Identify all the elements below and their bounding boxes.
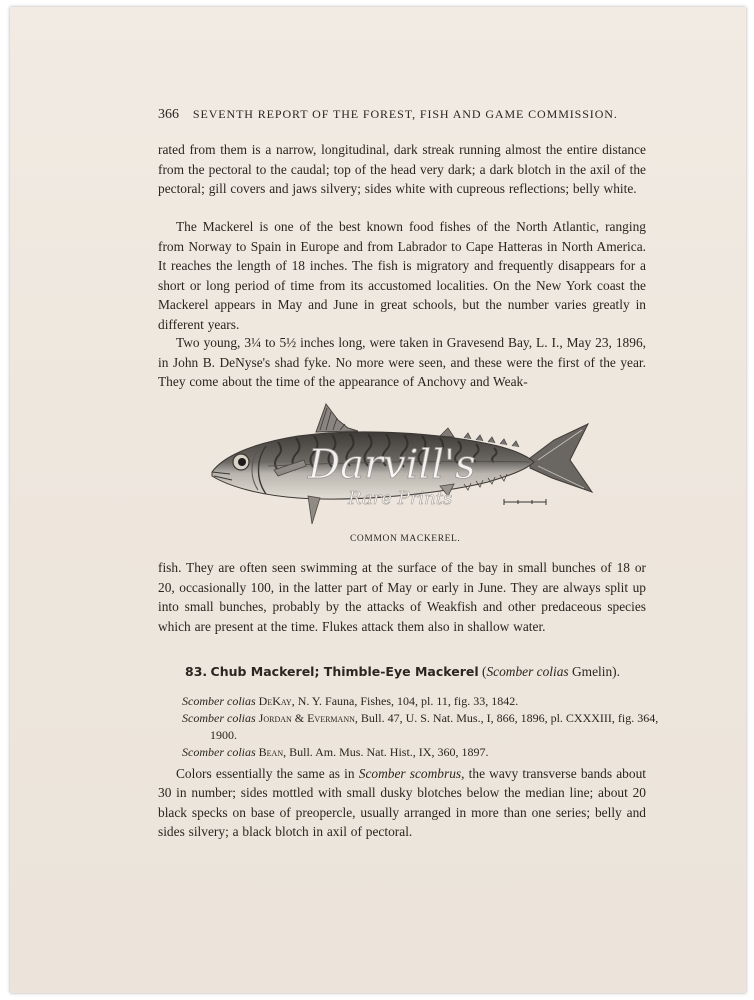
synonym-author: Bean,: [255, 745, 287, 759]
p5-species-name: Scomber scombrus: [358, 766, 462, 781]
species-authority: Gmelin).: [568, 664, 620, 679]
running-header: [158, 107, 618, 123]
synonym-reference: Bull. Am. Mus. Nat. Hist., IX, 360, 1897.: [286, 745, 489, 759]
species-scientific-name: Scomber colias: [486, 664, 569, 679]
synonym-reference: Bull. 47, U. S. Nat. Mus., I, 866, 1896, pl. CXXXIII, fig. 364, 1900.: [210, 711, 659, 742]
figure-caption: COMMON MACKEREL.: [350, 534, 461, 544]
watermark-main: Darvill's: [308, 442, 476, 488]
synonym-name: Scomber colias: [182, 694, 256, 708]
synonym-name: Scomber colias: [182, 745, 256, 759]
heading-open-paren: (: [478, 664, 487, 679]
paragraph-2: The Mackerel is one of the best known food fishes of the North Atlantic, ranging from Norway to Spain in Europe and from Labrador to Cape Hatteras in North America. It reaches the length of 18 inches. The fish is migratory and frequently disappears for a short or long period of time from its accustomed localities. On the New York coast the Mackerel appears in May and June in great schools, but the number varies greatly in different years.: [158, 219, 646, 332]
synonymy-entry: [182, 710, 672, 744]
p5-text-end: , the wavy transverse bands about 30 in number; sides mottled with small dusky blotches below the median line; about 20 black specks on base of preopercle, usually arranged in more than one series; belly and sides silvery; a black blotch in axil of pectoral.: [158, 766, 646, 840]
watermark-sub: Rare Prints: [348, 488, 453, 509]
species-common-names: Chub Mackerel; Thimble-Eye Mackerel: [210, 664, 479, 679]
synonymy-entry: [182, 693, 644, 710]
synonym-name: Scomber colias: [182, 711, 256, 725]
mackerel-illustration: [208, 400, 598, 530]
synonymy-entry: [182, 744, 644, 761]
paragraph-4: fish. They are often seen swimming at the surface of the bay in small bunches of 18 or 20, occasionally 100, in the latter part of May or early in June. They are always split up into small bunches, probably by the attacks of Weakfish and other predaceous species which are present at the time. Flukes attack them also in shallow water.: [158, 560, 646, 634]
paragraph-3: Two young, 3¼ to 5½ inches long, were taken in Gravesend Bay, L. I., May 23, 1896, in John B. DeNyse's shad fyke. No more were seen, and these were the first of the year. They come about the time of the appearance of Anchovy and Weak-: [158, 335, 646, 390]
synonym-author: Jordan & Evermann,: [255, 711, 358, 725]
species-heading: [185, 664, 620, 680]
paragraph-5: [158, 764, 646, 842]
synonym-reference: N. Y. Fauna, Fishes, 104, pl. 11, fig. 33, 1842.: [294, 694, 519, 708]
running-title: SEVENTH REPORT OF THE FOREST, FISH AND GAME COMMISSION.: [192, 107, 618, 121]
synonym-author: DeKay,: [255, 694, 295, 708]
species-number: 83.: [185, 664, 208, 679]
page-sheet: [10, 7, 746, 993]
paragraph-1: rated from them is a narrow, longitudinal, dark streak running almost the entire distance from the pectoral to the caudal; top of the head very dark; a dark blotch in the axil of the pectoral; gill covers and jaws silvery; sides white with cupreous reflections; belly white.: [158, 142, 646, 197]
p5-text-start: Colors essentially the same as in: [176, 766, 359, 781]
page-number: 366: [158, 107, 179, 122]
